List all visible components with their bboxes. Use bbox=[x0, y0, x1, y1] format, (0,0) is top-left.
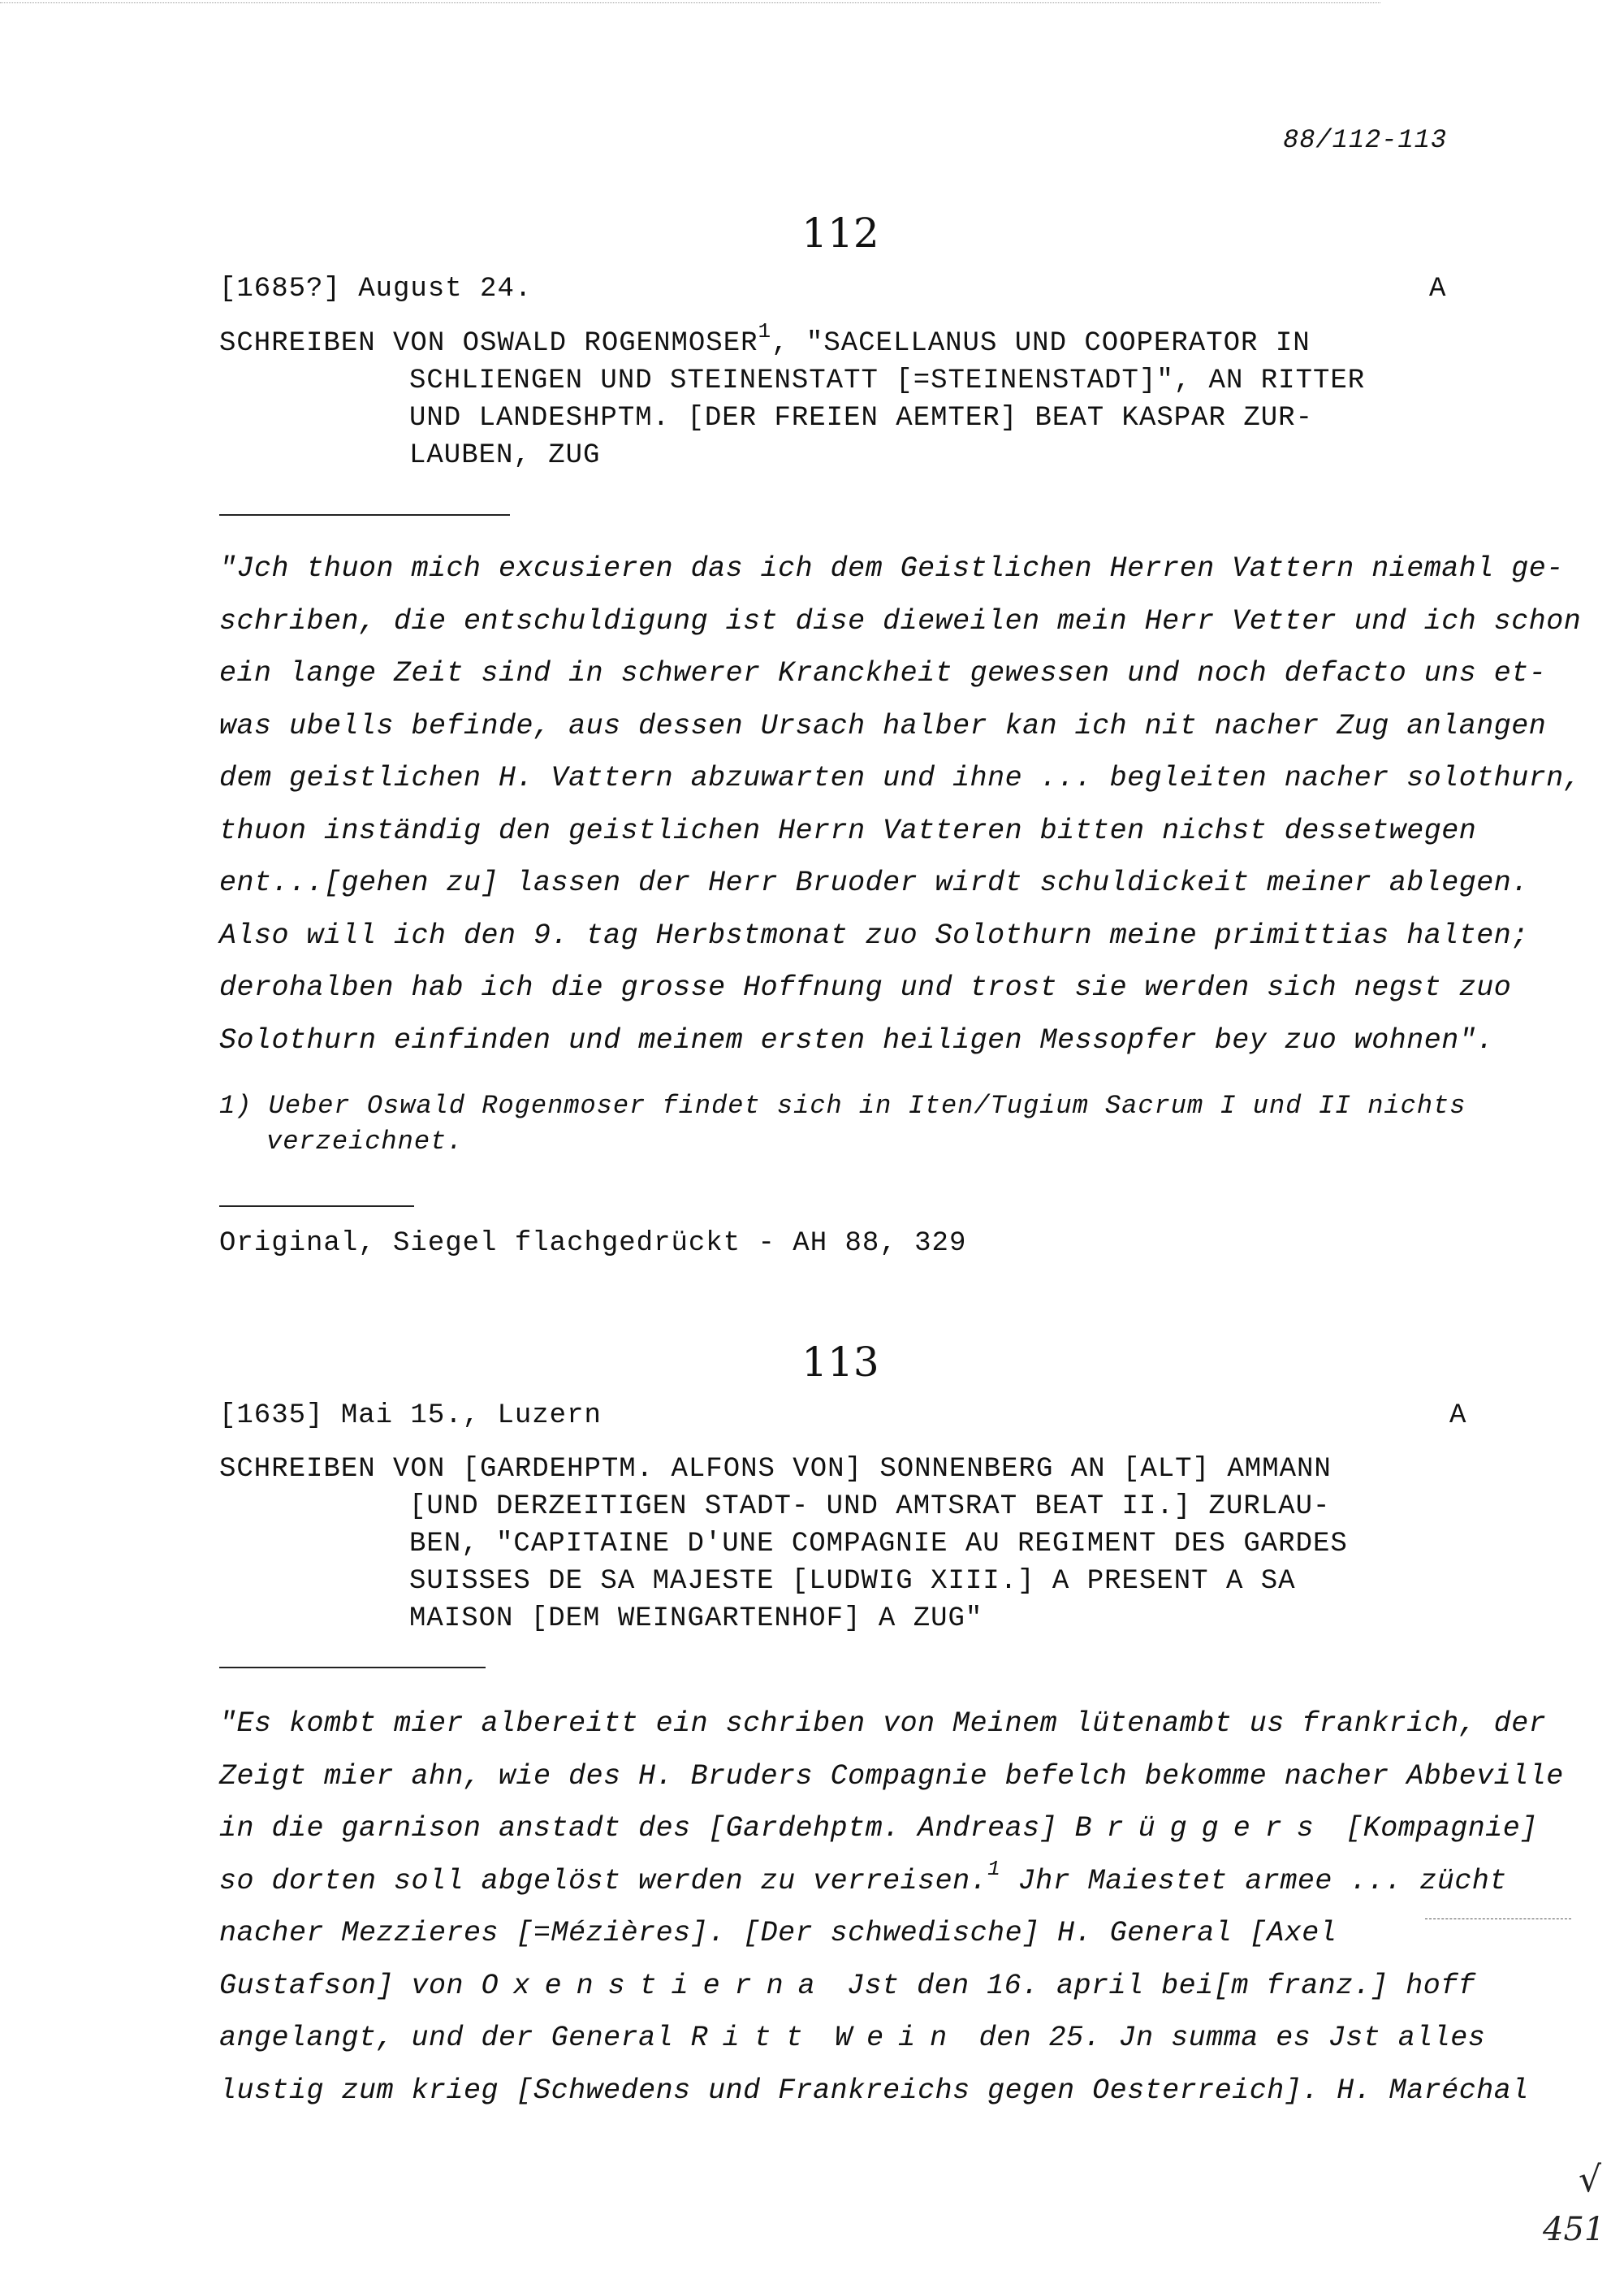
title-line: UND LANDESHPTM. [DER FREIEN AEMTER] BEAT KASPAR ZUR- bbox=[409, 403, 1313, 434]
entry-type-letter-112: A bbox=[1429, 274, 1447, 305]
quote-line: "Es kombt mier albereitt ein schriben von Meinem lütenambt us frankrich, der bbox=[219, 1707, 1547, 1740]
footnote-mark: 1 bbox=[987, 1856, 1001, 1881]
footnote-line: verzeichnet. bbox=[266, 1127, 464, 1157]
entry-type-letter-113: A bbox=[1449, 1400, 1467, 1431]
scan-edge-line bbox=[0, 2, 1380, 3]
spaced-name: Brüggers bbox=[1074, 1812, 1328, 1845]
source-note-112: Original, Siegel flachgedrückt - AH 88, 329 bbox=[219, 1228, 967, 1259]
quote-line: ent...[gehen zu] lassen der Herr Bruoder wirdt schuldickeit meiner ablegen. bbox=[219, 867, 1529, 899]
footnote-line: 1) Ueber Oswald Rogenmoser findet sich in Iten/Tugium Sacrum I und II nichts bbox=[219, 1091, 1466, 1121]
quote-line: in die garnison anstadt des [Gardehptm. Andreas] Brüggers [Kompagnie] bbox=[219, 1812, 1538, 1845]
quote-line: thuon inständig den geistlichen Herrn Vatteren bitten nichst dessetwegen bbox=[219, 814, 1477, 847]
entry-date-113: [1635] Mai 15., Luzern bbox=[219, 1400, 602, 1431]
entry-number-112: 112 bbox=[801, 210, 879, 257]
quote-line: angelangt, und der General Ritt Wein den 25. Jn summa es Jst alles bbox=[219, 2022, 1486, 2054]
footnote-112 bbox=[219, 1088, 1466, 1160]
handwritten-folio-number: 451 bbox=[1543, 2211, 1605, 2248]
title-line: SCHREIBEN VON OSWALD ROGENMOSER$^1$, "SACELLANUS UND COOPERATOR IN bbox=[219, 318, 1311, 359]
entry-date-112: [1685?] August 24. bbox=[219, 274, 533, 305]
quote-line: Zeigt mier ahn, wie des H. Bruders Compagnie befelch bekomme nacher Abbeville bbox=[219, 1759, 1564, 1793]
title-line: SCHLIENGEN UND STEINENSTATT [=STEINENSTADT]", AN RITTER bbox=[409, 366, 1366, 396]
margin-pencil-mark bbox=[1425, 1918, 1571, 1919]
page-reference: 88/112-113 bbox=[1283, 125, 1448, 155]
entry-number-113: 113 bbox=[801, 1339, 879, 1386]
quote-line: nacher Mezzieres [=Mézières]. [Der schwedische] H. General [Axel bbox=[219, 1917, 1337, 1949]
title-line: LAUBEN, ZUG bbox=[409, 440, 601, 471]
quote-line: schriben, die entschuldigung ist dise dieweilen mein Herr Vetter und ich schon bbox=[219, 604, 1582, 638]
entry-title-112 bbox=[219, 318, 1366, 474]
quote-line: dem geistlichen H. Vattern abzuwarten und ihne ... begleiten nacher solothurn, bbox=[219, 762, 1582, 794]
quote-line: Also will ich den 9. tag Herbstmonat zuo Solothurn meine primittias halten; bbox=[219, 919, 1529, 952]
quote-line: Gustafson] von Oxenstierna Jst den 16. april bei[m franz.] hoff bbox=[219, 1969, 1476, 2002]
handwritten-check-mark: √ bbox=[1579, 2159, 1602, 2200]
section-rule bbox=[219, 1205, 414, 1207]
quote-line: was ubells befinde, aus dessen Ursach halber kan ich nit nacher Zug anlangen bbox=[219, 709, 1547, 742]
section-rule bbox=[219, 514, 510, 516]
title-line: SCHREIBEN VON [GARDEHPTM. ALFONS VON] SONNENBERG AN [ALT] AMMANN bbox=[219, 1454, 1332, 1485]
title-line: SUISSES DE SA MAJESTE [LUDWIG XIII.] A PRESENT A SA bbox=[409, 1566, 1296, 1597]
title-line: [UND DERZEITIGEN STADT- UND AMTSRAT BEAT II.] ZURLAU- bbox=[409, 1491, 1331, 1522]
quote-line: "Jch thuon mich excusieren das ich dem Geistlichen Herren Vattern niemahl ge- bbox=[219, 552, 1564, 585]
quote-line: derohalben hab ich die grosse Hoffnung und trost sie werden sich negst zuo bbox=[219, 971, 1512, 1004]
quote-line: so dorten soll abgelöst werden zu verreisen.$^1$ Jhr Maiestet armee ... zücht bbox=[219, 1856, 1507, 1897]
footnote-mark: 1 bbox=[758, 318, 772, 344]
quote-113 bbox=[219, 1698, 1564, 2117]
title-line: BEN, "CAPITAINE D'UNE COMPAGNIE AU REGIMENT DES GARDES bbox=[409, 1529, 1348, 1559]
title-line: MAISON [DEM WEINGARTENHOF] A ZUG" bbox=[409, 1603, 983, 1634]
entry-title-113 bbox=[219, 1451, 1348, 1637]
quote-line: Solothurn einfinden und meinem ersten heiligen Messopfer bey zuo wohnen". bbox=[219, 1023, 1494, 1057]
quote-line: lustig zum krieg [Schwedens und Frankreichs gegen Oesterreich]. H. Maréchal bbox=[219, 2074, 1529, 2107]
quote-112 bbox=[219, 543, 1581, 1066]
spaced-name: Ritt bbox=[690, 2022, 818, 2054]
spaced-name: Oxenstierna bbox=[481, 1969, 830, 2002]
spaced-name: Wein bbox=[835, 2022, 962, 2054]
quote-line: ein lange Zeit sind in schwerer Kranckheit gewessen und noch defacto uns et- bbox=[219, 657, 1547, 690]
section-rule bbox=[219, 1667, 486, 1668]
